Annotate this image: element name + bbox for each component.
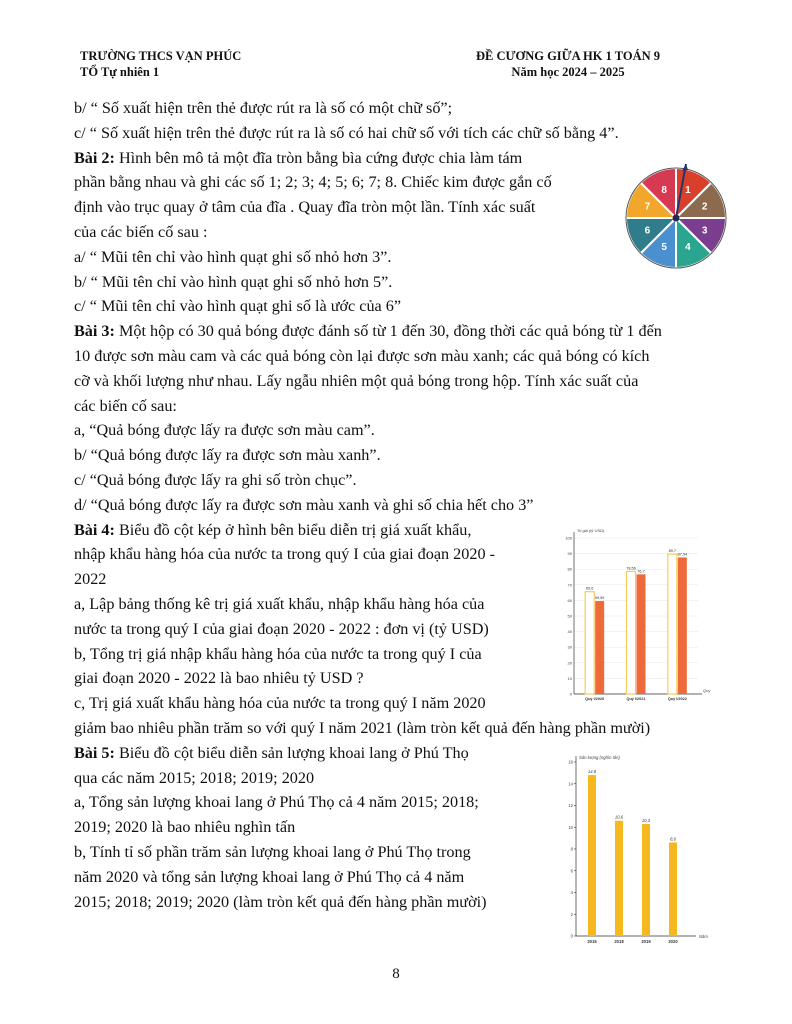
y-axis-label: Trị giá (tỷ USD) (577, 528, 605, 533)
text-line: Hình bên mô tả một đĩa tròn bằng bìa cứng được chia làm tám (114, 148, 523, 167)
school-year: Năm học 2024 – 2025 (511, 65, 625, 79)
text-line: a, “Quả bóng được lấy ra được sơn màu cam”. (74, 421, 375, 440)
text-line: b, Tổng trị giá nhập khẩu hàng hóa của nước ta trong quý I của (74, 644, 482, 663)
text-line: phần bằng nhau và ghi các số 1; 2; 3; 4; 5; 6; 7; 8. Chiếc kim được gắn cố (74, 173, 552, 192)
department-name: TỔ Tự nhiên 1 (80, 65, 160, 79)
bar-value-label: 78,56 (626, 566, 636, 571)
text-line: b/ “Quả bóng được lấy ra được sơn màu xanh”. (74, 446, 381, 465)
text-line: Một hộp có 30 quả bóng được đánh số từ 1 đến 30, đồng thời các quả bóng từ 1 đến (114, 322, 662, 341)
bar-value-label: 59,59 (594, 596, 605, 601)
text-line: 2022 (74, 570, 107, 589)
bar-value-label: 89,7 (668, 549, 677, 554)
y-tick-label: 14 (568, 781, 573, 787)
text-line: Biểu đồ cột kép ở hình bên biểu diễn trị giá xuất khẩu, (114, 520, 472, 539)
exercise-label: Bài 2: (74, 148, 115, 167)
x-tick-label: 2020 (668, 939, 678, 944)
y-tick-label: 2 (570, 911, 573, 917)
text-line: c/ “ Số xuất hiện trên thẻ được rút ra là số có hai chữ số với tích các chữ số bằng 4”. (74, 123, 619, 142)
y-tick-label: 100 (565, 535, 572, 541)
wheel-sector-label: 5 (661, 242, 667, 254)
x-axis-label: Quý (703, 688, 711, 693)
text-line: giai đoạn 2020 - 2022 là bao nhiêu tỷ USD ? (74, 669, 364, 688)
exam-header (476, 48, 660, 80)
x-tick-label: 2018 (614, 939, 624, 944)
wheel-sector-label: 2 (701, 201, 708, 213)
y-tick-label: 60 (567, 597, 572, 603)
text-line: năm 2020 và tổng sản lượng khoai lang ở Phú Thọ cả 4 năm (74, 867, 465, 886)
x-tick-label: Quý I/2020 (585, 697, 605, 701)
trade-bar-chart (558, 524, 711, 708)
export-bar (585, 592, 594, 694)
y-tick-label: 20 (567, 660, 572, 666)
y-tick-label: 40 (567, 629, 572, 635)
text-line: b/ “ Mũi tên chỉ vào hình quạt ghi số nhỏ hơn 5”. (74, 272, 393, 291)
exercise-label: Bài 4: (74, 520, 115, 539)
exercise-3-heading (74, 319, 724, 344)
text-line: 2019; 2020 là bao nhiêu nghìn tấn (74, 818, 296, 837)
text-line: 2015; 2018; 2019; 2020 (làm tròn kết quả đến hàng phần mười) (74, 892, 487, 911)
x-axis-label: Năm (699, 934, 708, 939)
y-tick-label: 6 (570, 868, 573, 874)
text-line: của các biến cố sau : (74, 222, 208, 241)
production-bar (642, 824, 650, 936)
bar-value-label: 14,8 (587, 769, 597, 775)
wheel-sector-label: 1 (685, 184, 691, 196)
text-line: các biến cố sau: (74, 396, 177, 415)
bar-value-label: 8,6 (670, 836, 676, 842)
page-number: 8 (392, 966, 400, 982)
x-tick-label: Quý I/2021 (626, 697, 646, 701)
wheel-sector-label: 4 (685, 242, 691, 254)
y-tick-label: 12 (568, 803, 573, 808)
production-bar (588, 775, 596, 936)
production-bar (615, 821, 623, 936)
text-line: nước ta trong quý I của giai đoạn 2020 - 2022 : đơn vị (tỷ USD) (74, 619, 489, 638)
y-tick-label: 16 (568, 759, 573, 765)
y-tick-label: 0 (570, 933, 573, 939)
chart-background (560, 752, 710, 948)
export-bar (668, 554, 677, 694)
x-tick-label: 2015 (587, 939, 597, 944)
import-bar (678, 557, 687, 694)
text-line: định vào trục quay ở tâm của đĩa . Quay đĩa tròn một lần. Tính xác suất (74, 198, 536, 217)
text-line: b/ “ Số xuất hiện trên thẻ được rút ra là số có một chữ số”; (74, 99, 453, 117)
y-tick-label: 10 (567, 675, 572, 681)
import-bar (595, 601, 604, 694)
x-tick-label: 2019 (641, 939, 651, 944)
exam-title: ĐỀ CƯƠNG GIỮA HK 1 TOÁN 9 (476, 49, 661, 63)
y-tick-label: 70 (567, 582, 572, 588)
y-tick-label: 0 (569, 691, 572, 697)
x-tick-label: Quý I/2022 (667, 697, 687, 701)
exercise-label: Bài 3: (74, 322, 115, 341)
text-line: qua các năm 2015; 2018; 2019; 2020 (74, 768, 315, 787)
text-line: d/ “Quả bóng được lấy ra được sơn màu xanh và ghi số chia hết cho 3” (74, 495, 534, 514)
production-bar-chart (560, 752, 710, 948)
production-bar (669, 842, 677, 936)
y-tick-label: 50 (567, 613, 572, 619)
wheel-sector-label: 8 (661, 184, 667, 196)
y-tick-label: 4 (570, 890, 573, 895)
wheel-sector-label: 7 (644, 201, 651, 213)
text-line: b, Tính tỉ số phần trăm sản lượng khoai lang ở Phú Thọ trong (74, 842, 471, 861)
school-header (80, 48, 241, 80)
text-line: a, Tổng sản lượng khoai lang ở Phú Thọ cả 4 năm 2015; 2018; (74, 793, 479, 812)
school-name: TRƯỜNG THCS VẠN PHÚC (80, 49, 242, 63)
bar-value-label: 10,6 (614, 814, 624, 820)
bar-value-label: 65,6 (585, 586, 594, 591)
y-tick-label: 10 (568, 824, 573, 830)
text-line: c/ “ Mũi tên chỉ vào hình quạt ghi số là ước của 6” (74, 297, 402, 316)
wheel-sector-label: 6 (644, 225, 651, 237)
y-tick-label: 30 (567, 644, 572, 650)
text-line: a/ “ Mũi tên chỉ vào hình quạt ghi số nhỏ hơn 3”. (74, 247, 392, 266)
import-bar (637, 574, 646, 694)
exercise-label: Bài 5: (74, 743, 115, 762)
export-bar (627, 571, 636, 694)
bar-value-label: 76,7 (637, 569, 645, 574)
y-tick-label: 8 (570, 846, 573, 852)
text-line: giảm bao nhiêu phần trăm so với quý I năm 2021 (làm tròn kết quả đến hàng phần mười) (74, 718, 651, 737)
bar-value-label: 10,3 (641, 817, 651, 823)
spinner-wheel-figure (622, 160, 732, 272)
y-tick-label: 90 (567, 551, 572, 557)
wheel-axle (673, 215, 680, 222)
wheel-sector-label: 3 (701, 225, 708, 237)
text-line: 10 được sơn màu cam và các quả bóng còn lại được sơn màu xanh; các quả bóng có kích (74, 346, 650, 365)
bar-value-label: 87,54 (677, 552, 688, 557)
text-line: a, Lập bảng thống kê trị giá xuất khẩu, nhập khẩu hàng hóa của (74, 594, 485, 613)
text-line: cỡ và khối lượng như nhau. Lấy ngẫu nhiên một quả bóng trong hộp. Tính xác suất của (74, 371, 639, 390)
text-line: c/ “Quả bóng được lấy ra ghi số tròn chục”. (74, 470, 357, 489)
text-line: Biểu đồ cột biểu diễn sản lượng khoai lang ở Phú Thọ (114, 743, 469, 762)
y-axis-label: Sản lượng (nghìn tấn) (579, 755, 620, 760)
text-line: c, Trị giá xuất khẩu hàng hóa của nước ta trong quý I năm 2020 (74, 694, 486, 713)
y-tick-label: 80 (567, 566, 572, 572)
text-line: nhập khẩu hàng hóa của nước ta trong quý I của giai đoạn 2020 - (74, 545, 495, 564)
